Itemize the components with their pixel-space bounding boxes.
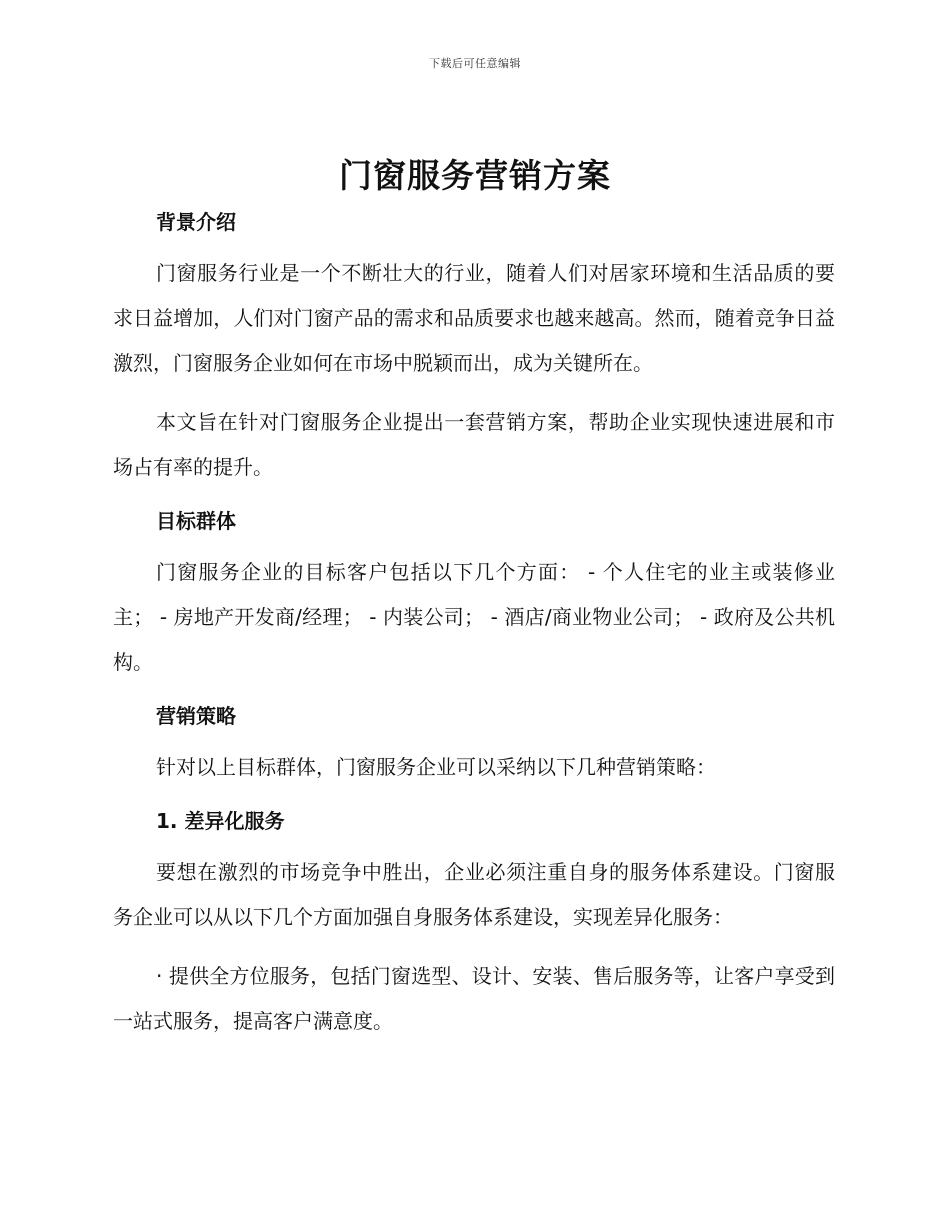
- section-heading-differentiation: 1. 差异化服务: [156, 809, 285, 833]
- section-heading-target: 目标群体: [156, 509, 236, 533]
- document-body: [113, 205, 835, 1044]
- page-title: 门窗服务营销方案: [339, 156, 611, 195]
- section-heading-strategy: 营销策略: [156, 704, 236, 728]
- target-paragraph-1: 门窗服务企业的目标客户包括以下几个方面： - 个人住宅的业主或装修业主； - 房地产开发商/经理； - 内装公司； - 酒店/商业物业公司； - 政府及公共机构。: [113, 560, 835, 674]
- differentiation-paragraph-1: 要想在激烈的市场竞争中胜出，企业必须注重自身的服务体系建设。门窗服务企业可以从以下几个方面加强自身服务体系建设，实现差异化服务：: [113, 860, 835, 929]
- background-paragraph-1: 门窗服务行业是一个不断壮大的行业，随着人们对居家环境和生活品质的要求日益增加，人们对门窗产品的需求和品质要求也越来越高。然而，随着竞争日益激烈，门窗服务企业如何在市场中脱颖而出，成为关键所在。: [113, 261, 835, 375]
- differentiation-bullet-1: · 提供全方位服务，包括门窗选型、设计、安装、售后服务等，让客户享受到一站式服务，提高客户满意度。: [113, 964, 835, 1033]
- strategy-paragraph-1: 针对以上目标群体，门窗服务企业可以采纳以下几种营销策略：: [156, 755, 716, 779]
- header-note: 下载后可任意编辑: [429, 57, 521, 70]
- background-paragraph-2: 本文旨在针对门窗服务企业提出一套营销方案，帮助企业实现快速进展和市场占有率的提升。: [113, 410, 835, 479]
- section-heading-background: 背景介绍: [156, 210, 236, 234]
